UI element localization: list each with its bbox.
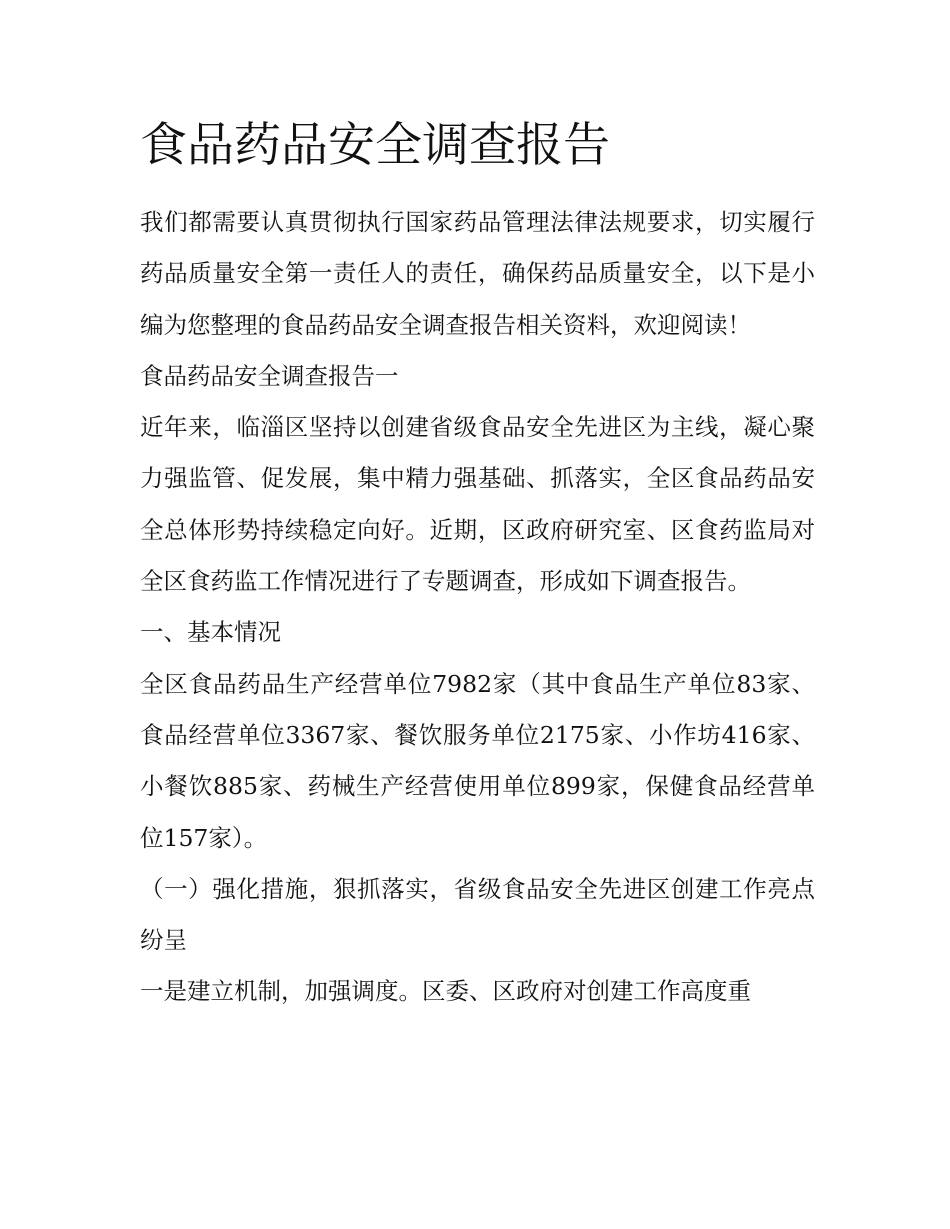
section-heading-report-one: 食品药品安全调查报告一 bbox=[140, 361, 399, 390]
paragraph-overview: 近年来，临淄区坚持以创建省级食品安全先进区为主线，凝心聚力强监管、促发展，集中精力强基础、抓落实，全区食品药品安全总体形势持续稳定向好。近期，区政府研究室、区食药监局对全区食药监工作情况进行了专题调查，形成如下调查报告。 bbox=[140, 413, 815, 596]
paragraph-unit-statistics: 全区食品药品生产经营单位7982家（其中食品生产单位83家、食品经营单位3367家、餐饮服务单位2175家、小作坊416家、小餐饮885家、药械生产经营使用单位899家，保健食品经营单位157家）。 bbox=[140, 669, 815, 852]
section-heading-basic-situation: 一、基本情况 bbox=[140, 618, 281, 647]
subsection-heading-measures: （一）强化措施，狠抓落实，省级食品安全先进区创建工作亮点纷呈 bbox=[140, 874, 815, 955]
paragraph-mechanism: 一是建立机制，加强调度。区委、区政府对创建工作高度重 bbox=[140, 977, 751, 1006]
intro-paragraph: 我们都需要认真贯彻执行国家药品管理法律法规要求，切实履行药品质量安全第一责任人的责任，确保药品质量安全，以下是小编为您整理的食品药品安全调查报告相关资料，欢迎阅读！ bbox=[140, 208, 815, 339]
document-title: 食品药品安全调查报告 bbox=[140, 118, 610, 173]
document-body bbox=[140, 197, 815, 1018]
